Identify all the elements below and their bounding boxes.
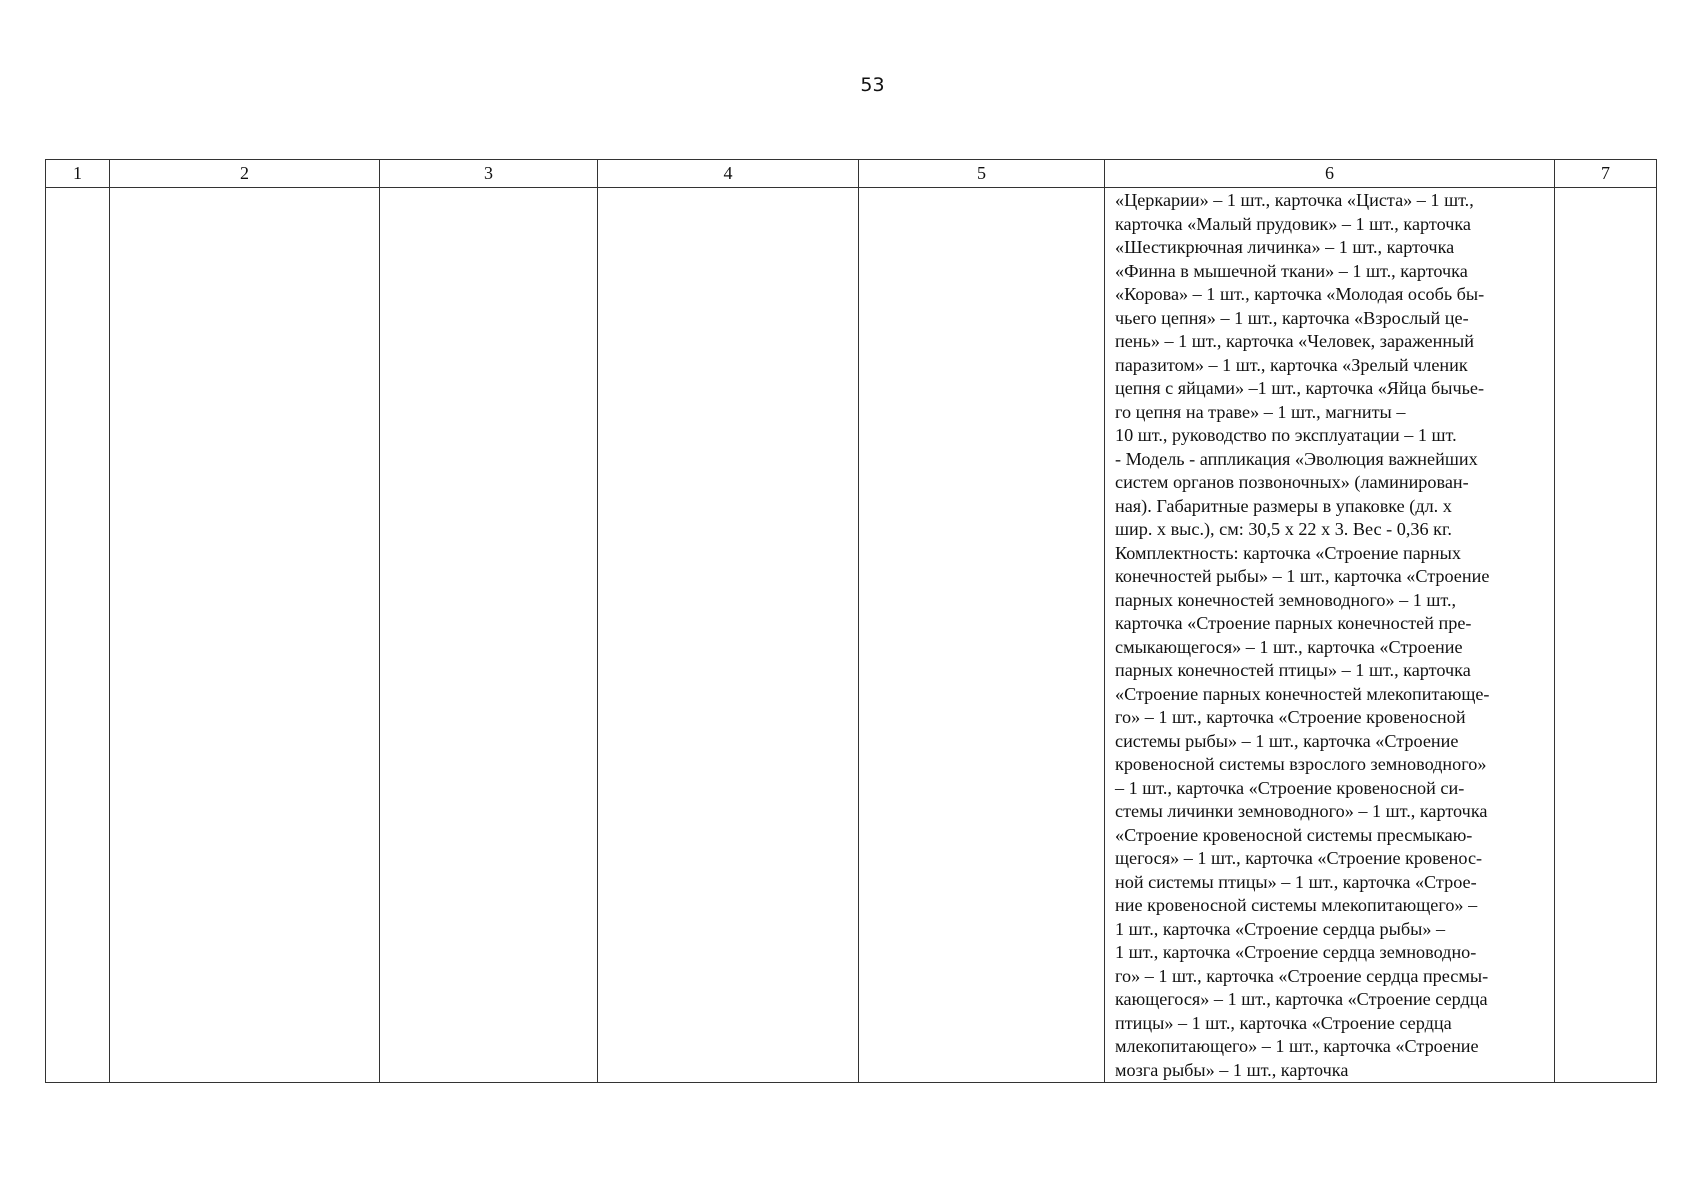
- description-line: пень» – 1 шт., карточка «Человек, зараженный: [1115, 331, 1475, 351]
- description-line: ной системы птицы» – 1 шт., карточка «Строе-: [1115, 871, 1477, 892]
- description-line: «Корова» – 1 шт., карточка «Молодая особь бы-: [1115, 284, 1485, 304]
- description-line: чьего цепня» – 1 шт., карточка «Взрослый це-: [1115, 307, 1469, 328]
- cell-col-5: [859, 188, 1105, 1083]
- specification-table: [45, 159, 1657, 1083]
- cell-col-7: [1555, 188, 1657, 1083]
- column-header-6: 6: [1105, 160, 1555, 188]
- description-line: стемы личинки земноводного» – 1 шт., карточка: [1115, 801, 1488, 821]
- description-line: конечностей рыбы» – 1 шт., карточка «Строение: [1115, 566, 1490, 586]
- column-header-7: 7: [1555, 160, 1657, 188]
- description-line: смыкающегося» – 1 шт., карточка «Строение: [1115, 636, 1463, 657]
- description-line: «Шестикрючная личинка» – 1 шт., карточка: [1115, 237, 1455, 257]
- description-line: «Строение кровеносной системы пресмыкаю-: [1115, 824, 1473, 845]
- cell-col-6: [1105, 188, 1555, 1083]
- column-header-1: 1: [46, 160, 110, 188]
- column-header-2: 2: [110, 160, 380, 188]
- description-line: цепня с яйцами» –1 шт., карточка «Яйца бычье-: [1115, 378, 1485, 398]
- description-line: систем органов позвоночных» (ламинирован-: [1115, 472, 1469, 492]
- description-line: ние кровеносной системы млекопитающего» –: [1115, 895, 1478, 915]
- description-line: птицы» – 1 шт., карточка «Строение сердца: [1115, 1012, 1452, 1033]
- description-line: карточка «Малый прудовик» – 1 шт., карточка: [1115, 213, 1472, 234]
- description-line: «Церкарии» – 1 шт., карточка «Циста» – 1 шт.,: [1115, 190, 1474, 210]
- cell-col-2: [110, 188, 380, 1083]
- description-line: - Модель - аппликация «Эволюция важнейших: [1115, 448, 1478, 469]
- description-line: парных конечностей птицы» – 1 шт., карточка: [1115, 660, 1471, 680]
- description-line: парных конечностей земноводного» – 1 шт.,: [1115, 589, 1457, 610]
- table-row: [46, 188, 1657, 1083]
- cell-col-3: [380, 188, 598, 1083]
- header-row: [46, 160, 1657, 188]
- description-line: шир. х выс.), см: 30,5 х 22 х 3. Вес - 0,36 кг.: [1115, 519, 1452, 539]
- column-header-3: 3: [380, 160, 598, 188]
- description-line: 1 шт., карточка «Строение сердца рыбы» –: [1115, 918, 1446, 939]
- description-line: го» – 1 шт., карточка «Строение кровеносной: [1115, 707, 1466, 727]
- column-header-5: 5: [859, 160, 1105, 188]
- description-line: Комплектность: карточка «Строение парных: [1115, 542, 1461, 563]
- description-line: кающегося» – 1 шт., карточка «Строение сердца: [1115, 989, 1488, 1009]
- description-line: «Финна в мышечной ткани» – 1 шт., карточка: [1115, 260, 1468, 281]
- description-line: го» – 1 шт., карточка «Строение сердца пресмы-: [1115, 965, 1489, 986]
- description-line: млекопитающего» – 1 шт., карточка «Строение: [1115, 1036, 1479, 1056]
- description-line: системы рыбы» – 1 шт., карточка «Строение: [1115, 730, 1459, 751]
- description-line: ная). Габаритные размеры в упаковке (дл. х: [1115, 495, 1452, 516]
- cell-col-4: [598, 188, 859, 1083]
- description-line: 10 шт., руководство по эксплуатации – 1 шт.: [1115, 425, 1457, 445]
- cell-col-1: [46, 188, 110, 1083]
- description-line: мозга рыбы» – 1 шт., карточка: [1115, 1059, 1349, 1080]
- description-line: 1 шт., карточка «Строение сердца земноводно-: [1115, 942, 1477, 962]
- description-line: карточка «Строение парных конечностей пре-: [1115, 613, 1472, 633]
- description-line: – 1 шт., карточка «Строение кровеносной си-: [1115, 777, 1465, 798]
- equipment-description: [1105, 188, 1554, 1082]
- description-line: «Строение парных конечностей млекопитающе-: [1115, 683, 1490, 704]
- page-number: 53: [860, 74, 885, 96]
- table-header: [46, 160, 1657, 188]
- description-line: щегося» – 1 шт., карточка «Строение кровенос-: [1115, 848, 1483, 868]
- description-line: паразитом» – 1 шт., карточка «Зрелый членик: [1115, 354, 1468, 375]
- description-line: го цепня на траве» – 1 шт., магниты –: [1115, 401, 1406, 422]
- column-header-4: 4: [598, 160, 859, 188]
- description-line: кровеносной системы взрослого земноводного»: [1115, 754, 1487, 774]
